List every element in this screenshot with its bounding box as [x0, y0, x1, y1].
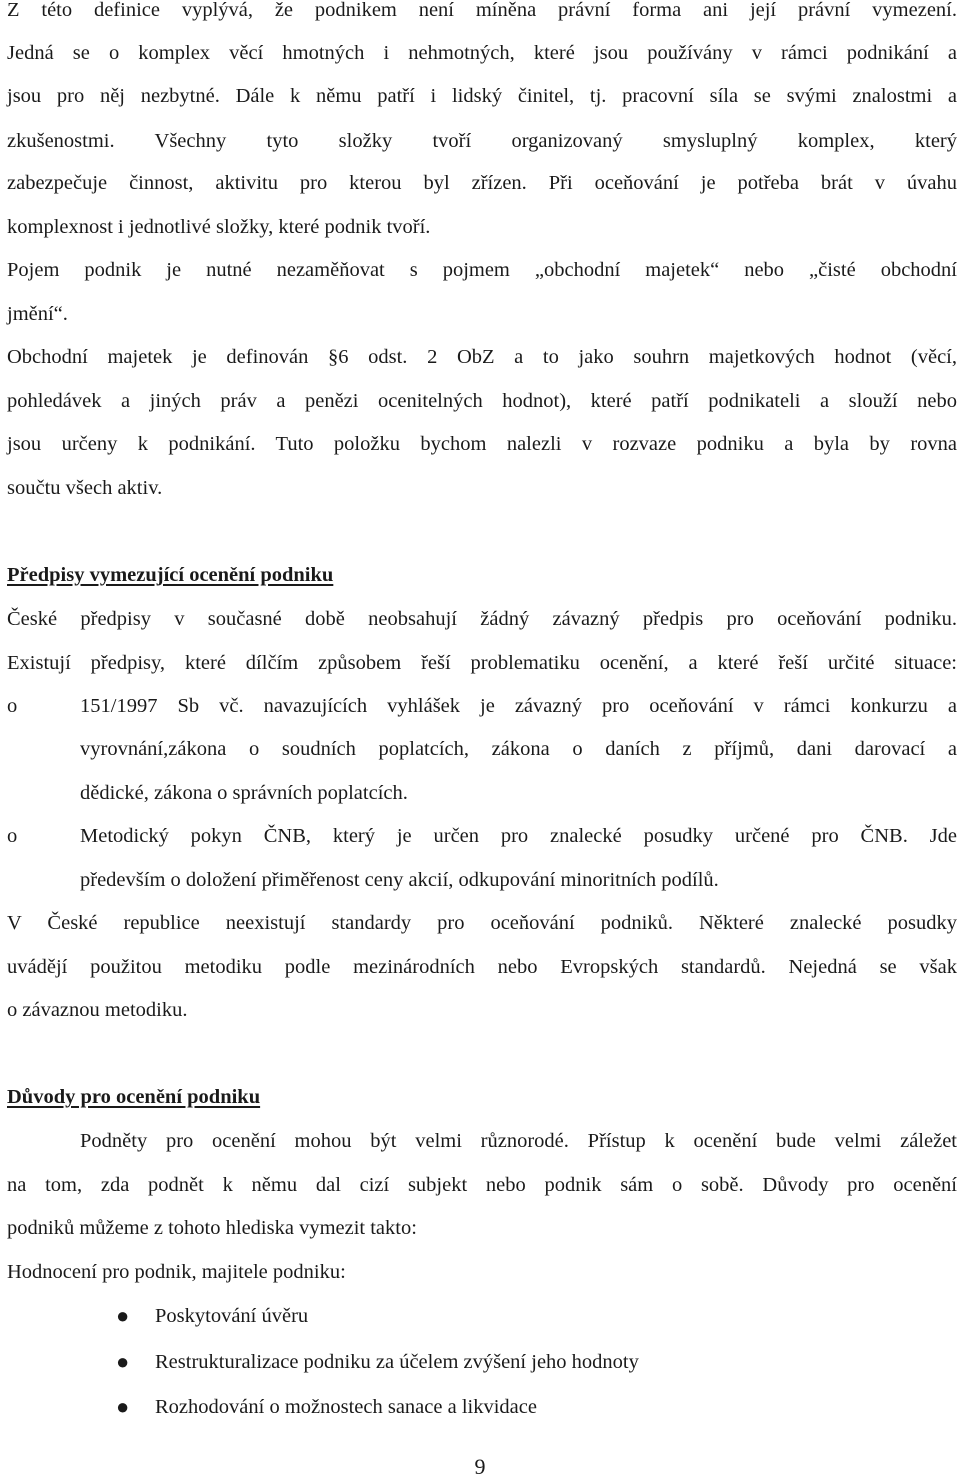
paragraph-line: Pojem podnik je nutné nezaměňovat s pojmem „obchodní majetek“ nebo „čisté obchodní	[7, 259, 957, 281]
list-marker: o	[7, 825, 18, 847]
paragraph-line: pohledávek a jiných práv a penězi ocenitelných hodnot), které patří podnikateli a slouží nebo	[7, 390, 957, 412]
paragraph-line: podniků můžeme z tohoto hlediska vymezit takto:	[7, 1217, 417, 1239]
list-item-line: vyrovnání,zákona o soudních poplatcích, zákona o daních z příjmů, dani darovací a	[80, 738, 957, 760]
paragraph-line: součtu všech aktiv.	[7, 477, 163, 499]
paragraph-line: Jedná se o komplex věcí hmotných i nehmotných, které jsou používány v rámci podnikání a	[7, 42, 957, 64]
paragraph-line: zkušenostmi. Všechny tyto složky tvoří organizovaný smysluplný komplex, který	[7, 130, 957, 152]
paragraph-line: Podněty pro ocenění mohou být velmi různorodé. Přístup k ocenění bude velmi záležet	[80, 1130, 957, 1152]
paragraph-line: na tom, zda podnět k němu dal cizí subjekt nebo podnik sám o sobě. Důvody pro ocenění	[7, 1174, 957, 1196]
paragraph-line: jsou pro něj nezbytné. Dále k němu patří i lidský činitel, tj. pracovní síla se svými znalostmi a	[7, 85, 957, 107]
paragraph-line: komplexnost i jednotlivé složky, které podnik tvoří.	[7, 216, 431, 238]
paragraph-line: Z této definice vyplývá, že podnikem není míněna právní forma ani její právní vymezení.	[7, 0, 957, 21]
bullet-item: Restrukturalizace podniku za účelem zvýšení jeho hodnoty	[155, 1351, 639, 1373]
page-number: 9	[474, 1454, 486, 1479]
paragraph-line: Hodnocení pro podnik, majitele podniku:	[7, 1261, 346, 1283]
section-heading: Důvody pro ocenění podniku	[7, 1086, 261, 1108]
section-heading: Předpisy vymezující ocenění podniku	[7, 564, 334, 586]
list-item-line: 151/1997 Sb vč. navazujících vyhlášek je závazný pro oceňování v rámci konkurzu a	[80, 695, 957, 717]
bullet-icon: ●	[116, 1303, 130, 1328]
paragraph-line: V České republice neexistují standardy pro oceňování podniků. Některé znalecké posudky	[7, 912, 957, 934]
bullet-item: Poskytování úvěru	[155, 1305, 309, 1327]
bullet-item: Rozhodování o možnostech sanace a likvidace	[155, 1396, 537, 1418]
paragraph-line: jsou určeny k podnikání. Tuto položku bychom nalezli v rozvaze podniku a byla by rovna	[7, 433, 957, 455]
list-item-line: především o doložení přiměřenost ceny akcií, odkupování minoritních podílů.	[80, 869, 719, 891]
paragraph-line: zabezpečuje činnost, aktivitu pro kterou byl zřízen. Při oceňování je potřeba brát v úvahu	[7, 172, 957, 194]
paragraph-line: uvádějí použitou metodiku podle mezinárodních nebo Evropských standardů. Nejedná se však	[7, 956, 957, 978]
list-item-line: Metodický pokyn ČNB, který je určen pro znalecké posudky určené pro ČNB. Jde	[80, 825, 957, 847]
paragraph-line: Obchodní majetek je definován §6 odst. 2 ObZ a to jako souhrn majetkových hodnot (věcí,	[7, 346, 957, 368]
list-item-line: dědické, zákona o správních poplatcích.	[80, 782, 408, 804]
list-marker: o	[7, 695, 18, 717]
bullet-icon: ●	[116, 1349, 130, 1374]
paragraph-line: o závaznou metodiku.	[7, 999, 188, 1021]
paragraph-line: jmění“.	[7, 303, 68, 325]
bullet-icon: ●	[116, 1394, 130, 1419]
paragraph-line: České předpisy v současné době neobsahují žádný závazný předpis pro oceňování podniku.	[7, 608, 957, 630]
paragraph-line: Existují předpisy, které dílčím způsobem řeší problematiku ocenění, a které řeší určité situace:	[7, 652, 957, 674]
